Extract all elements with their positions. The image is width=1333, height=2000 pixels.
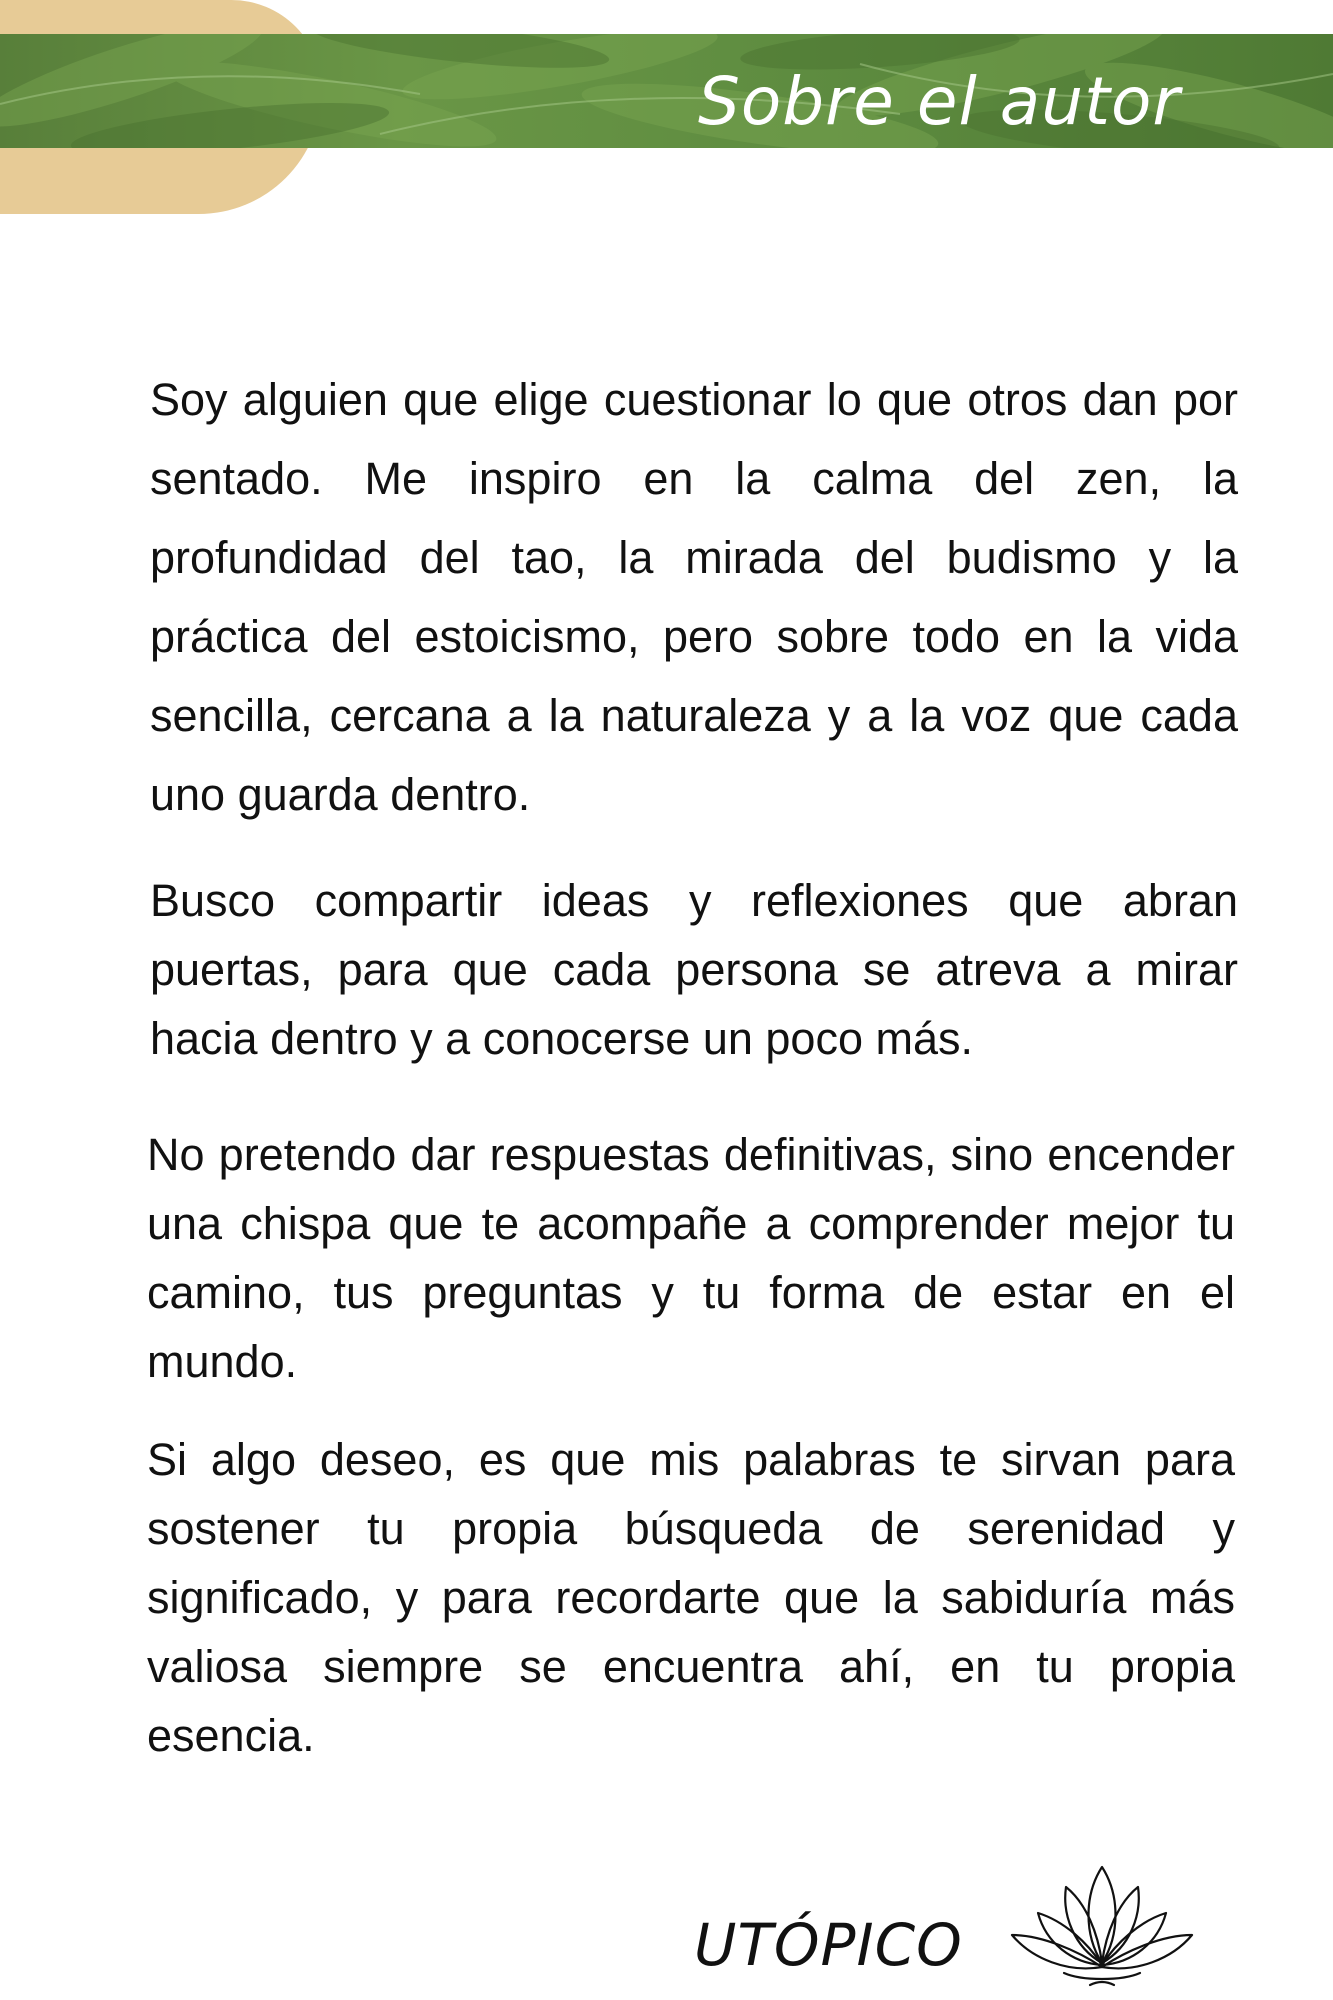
paragraph-intro: Soy alguien que elige cuestionar lo que otros dan por sentado. Me inspiro en la calma del zen, la profundidad del tao, la mirada del budismo y la práctica del estoicismo, pero sobre todo en la vida sencilla, cercana a la naturaleza y a la voz que cada uno guarda dentro. <box>150 374 1238 820</box>
page-title: Sobre el autor <box>698 63 1181 140</box>
paragraph-intent: No pretendo dar respuestas definitivas, sino encender una chispa que te acompañe a comprender mejor tu camino, tus preguntas y tu forma de estar en el mundo. <box>147 1129 1235 1387</box>
paragraph-purpose: Busco compartir ideas y reflexiones que abran puertas, para que cada persona se atreva a mirar hacia dentro y a conocerse un poco más. <box>150 875 1238 1064</box>
brand-wordmark: UTÓPICO <box>694 1911 963 1979</box>
paragraph-wish: Si algo deseo, es que mis palabras te sirvan para sostener tu propia búsqueda de serenidad y significado, y para recordarte que la sabiduría más valiosa siempre se encuentra ahí, en tu propia esencia. <box>147 1434 1235 1761</box>
lotus-icon <box>1002 1855 1202 1990</box>
leaf-banner <box>0 34 1333 148</box>
